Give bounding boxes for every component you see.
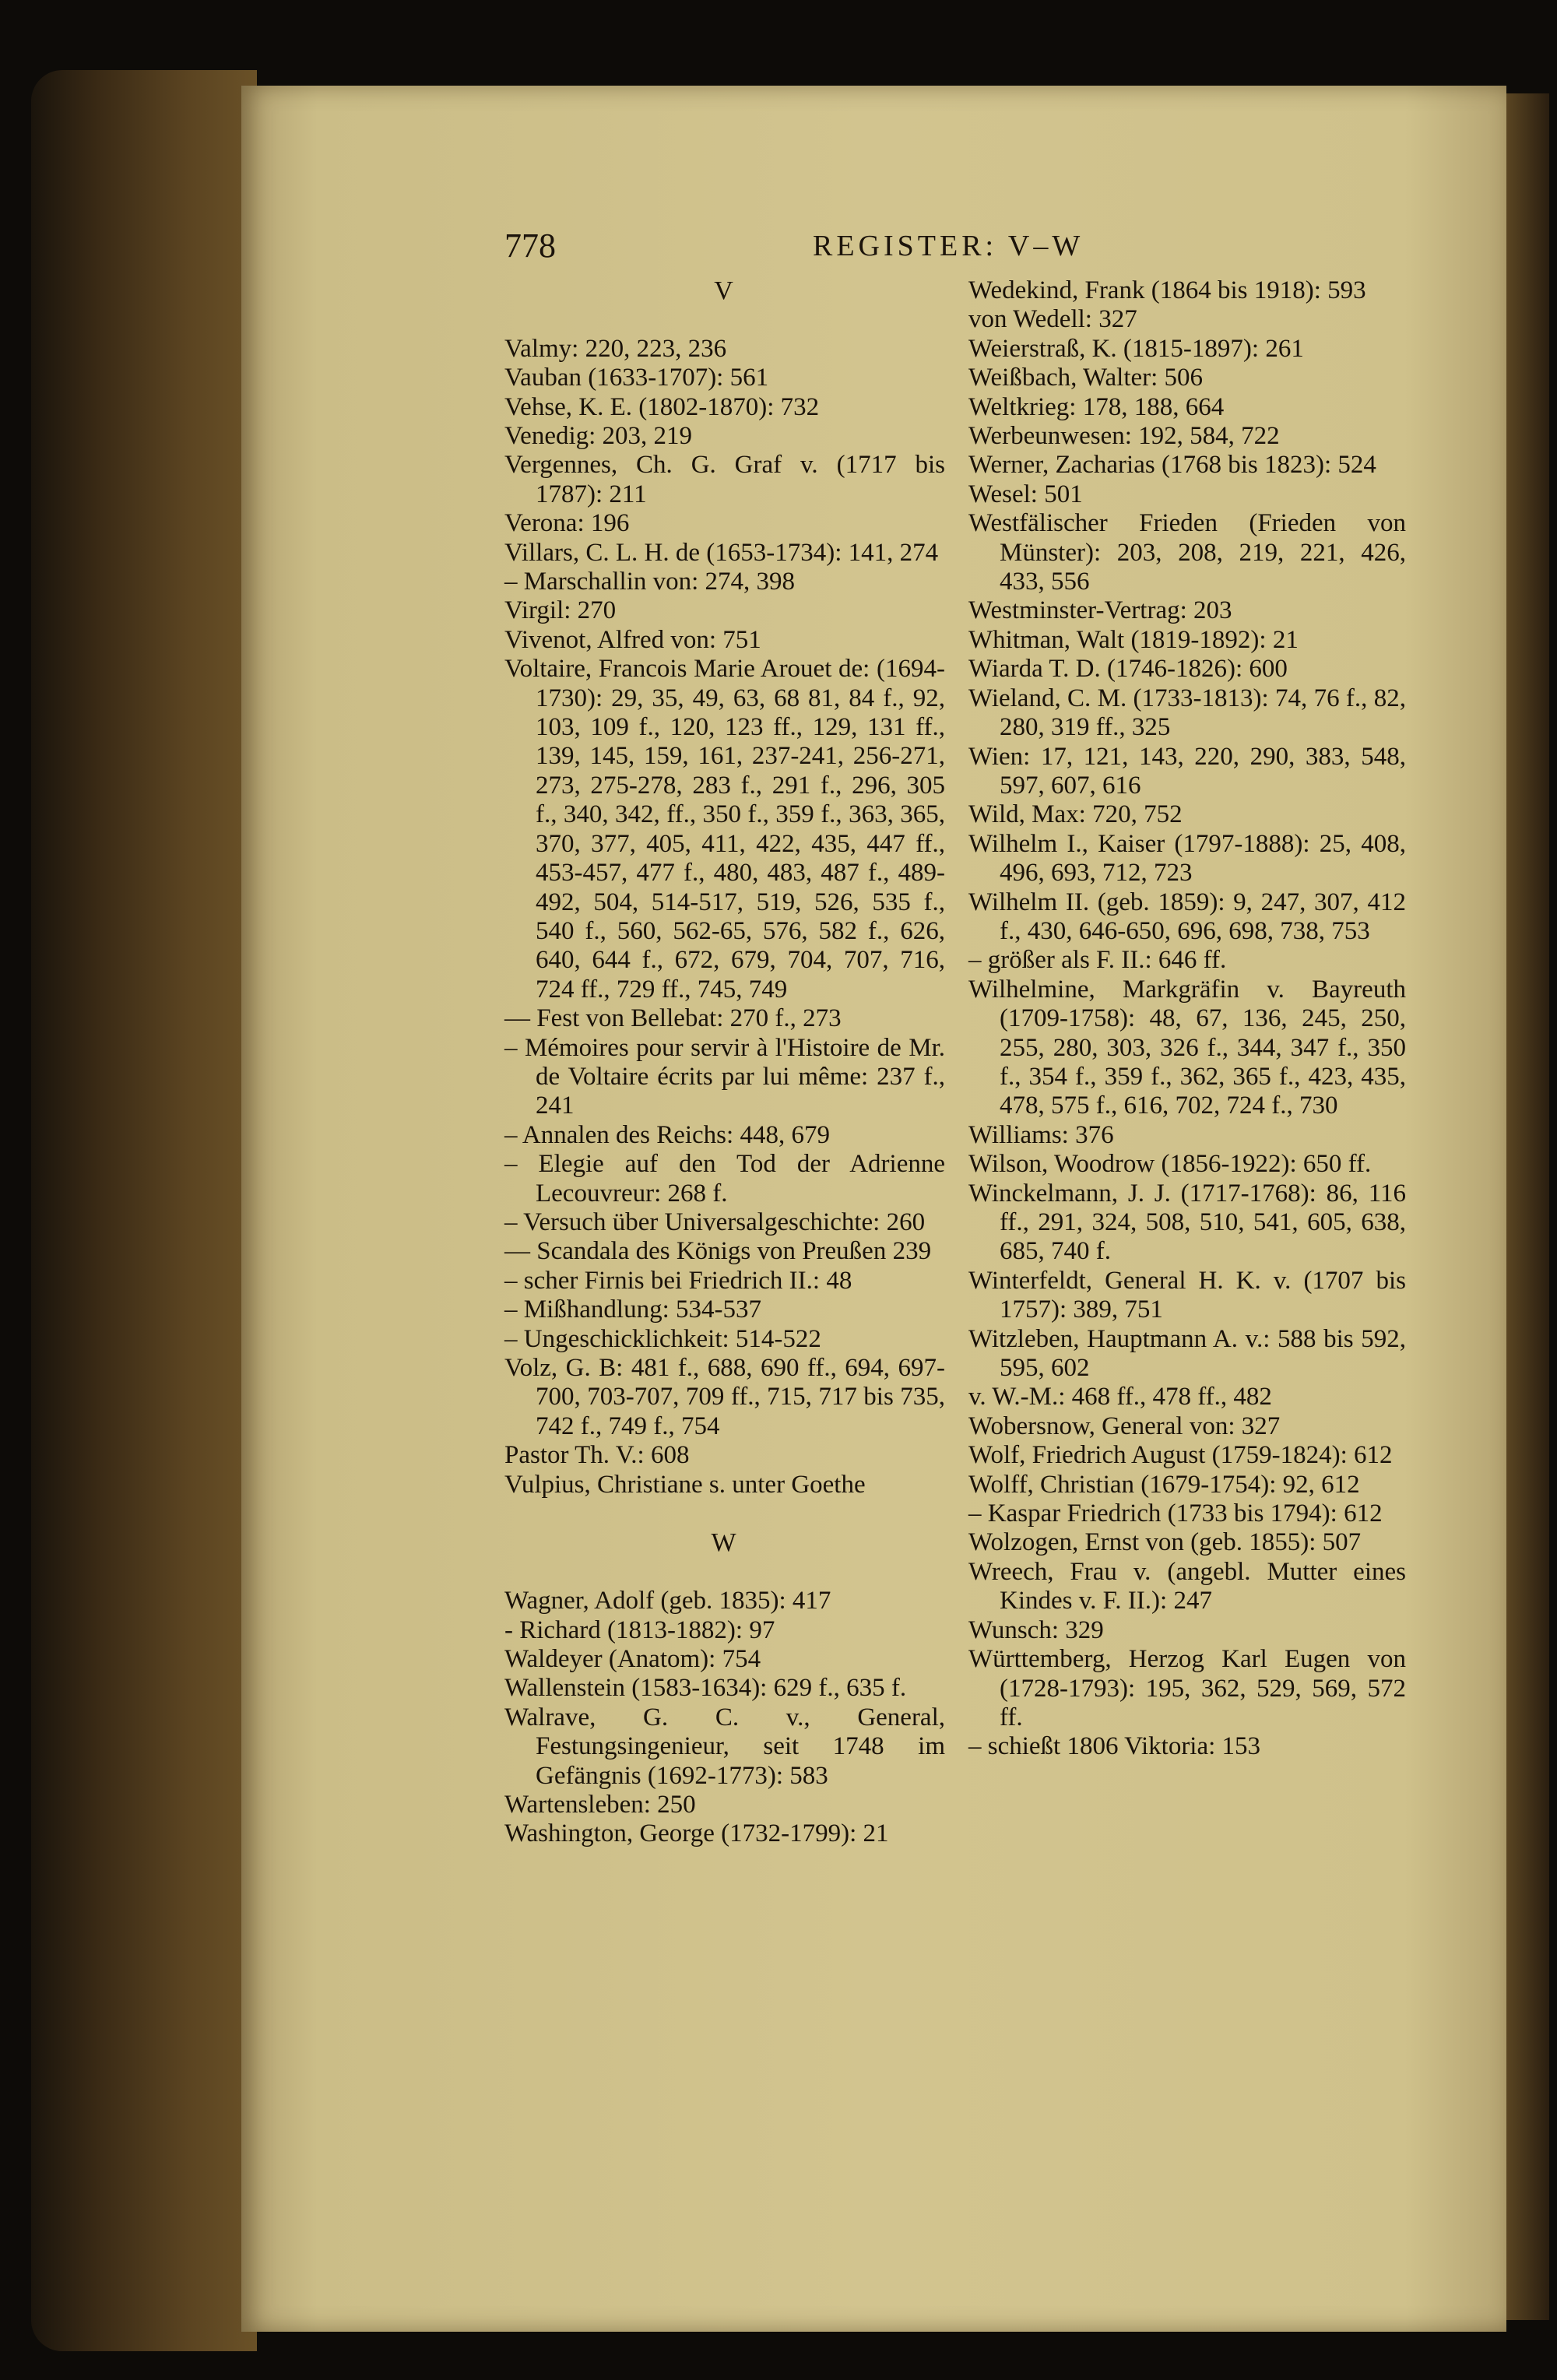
page-number: 778 <box>504 227 556 265</box>
index-entry: Wilhelm II. (geb. 1859): 9, 247, 307, 412 f., 430, 646-650, 696, 698, 738, 753 <box>968 888 1406 945</box>
section-spacer <box>504 305 945 334</box>
book-spine-edge <box>31 70 257 2351</box>
index-entry: Vergennes, Ch. G. Graf v. (1717 bis 1787): 211 <box>504 451 945 508</box>
index-entry: Vivenot, Alfred von: 751 <box>504 625 761 654</box>
index-entry: Wolff, Christian (1679-1754): 92, 612 <box>968 1470 1360 1499</box>
index-entry: — Scandala des Königs von Preußen 239 <box>504 1237 932 1266</box>
index-entries-w <box>504 1587 945 1849</box>
index-entry: Valmy: 220, 223, 236 <box>504 334 727 363</box>
index-entry: Werner, Zacharias (1768 bis 1823): 524 <box>968 451 1376 480</box>
index-entry: – schießt 1806 Viktoria: 153 <box>968 1732 1261 1761</box>
index-entry: – Mémoires pour servir à l'Histoire de Mr. de Voltaire écrits par lui même: 237 f., 241 <box>504 1033 945 1120</box>
index-entry: Wild, Max: 720, 752 <box>968 800 1183 829</box>
index-entry: Washington, George (1732-1799): 21 <box>504 1819 889 1848</box>
index-entry: Wilhelmine, Markgräfin v. Bayreuth (1709-1758): 48, 67, 136, 245, 250, 255, 280, 303, 326 f., 344, 347 f., 350 f., 354 f., 359 f., 362, 365 f., 423, 435, 478, 575 f., 616, 702, 724 f., 730 <box>968 975 1406 1120</box>
index-entry: Wieland, C. M. (1733-1813): 74, 76 f., 82, 280, 319 ff., 325 <box>968 684 1406 742</box>
index-entry: Vulpius, Christiane s. unter Goethe <box>504 1470 866 1499</box>
index-entry: v. W.-M.: 468 ff., 478 ff., 482 <box>968 1383 1272 1411</box>
index-entry: Werbeunwesen: 192, 584, 722 <box>968 422 1280 451</box>
index-entry: Virgil: 270 <box>504 596 617 625</box>
section-spacer <box>504 1558 945 1587</box>
index-entry: – größer als F. II.: 646 ff. <box>968 946 1227 975</box>
index-entry: – scher Firnis bei Friedrich II.: 48 <box>504 1266 852 1295</box>
index-entries-v <box>504 335 945 1499</box>
index-entry: Vauban (1633-1707): 561 <box>504 364 769 392</box>
index-entry: Württemberg, Herzog Karl Eugen von (1728-1793): 195, 362, 529, 569, 572 ff. <box>968 1645 1406 1731</box>
index-entry: Vehse, K. E. (1802-1870): 732 <box>504 392 820 421</box>
index-entry: Weißbach, Walter: 506 <box>968 364 1204 392</box>
index-entry: Wolzogen, Ernst von (geb. 1855): 507 <box>968 1528 1362 1557</box>
index-entry: Pastor Th. V.: 608 <box>504 1441 690 1470</box>
index-entry: – Mißhandlung: 534-537 <box>504 1295 761 1324</box>
section-heading-v: V <box>714 276 736 305</box>
index-entry: Villars, C. L. H. de (1653-1734): 141, 274 <box>504 538 939 567</box>
index-entry: – Versuch über Universalgeschichte: 260 <box>504 1208 926 1236</box>
section-heading-w: W <box>711 1528 739 1558</box>
index-entry: — Fest von Bellebat: 270 f., 273 <box>504 1004 842 1033</box>
facing-page-edge <box>1506 93 1549 2320</box>
index-entry: – Elegie auf den Tod der Adrienne Lecouvreur: 268 f. <box>504 1150 945 1208</box>
index-column-left <box>504 276 945 1849</box>
index-entry: Wilson, Woodrow (1856-1922): 650 ff. <box>968 1150 1372 1179</box>
index-entry: – Marschallin von: 274, 398 <box>504 568 796 596</box>
index-entries-w-continued <box>968 276 1406 1762</box>
index-entry: Wallenstein (1583-1634): 629 f., 635 f. <box>504 1674 907 1703</box>
index-entry: Waldeyer (Anatom): 754 <box>504 1645 761 1674</box>
index-entry: Walrave, G. C. v., General, Festungsingenieur, seit 1748 im Gefängnis (1692-1773): 583 <box>504 1703 945 1790</box>
index-entry: von Wedell: 327 <box>968 305 1137 334</box>
running-title: REGISTER: V–W <box>813 230 1084 262</box>
index-column-right <box>968 276 1406 1762</box>
index-entry: – Ungeschicklichkeit: 514-522 <box>504 1324 821 1353</box>
index-entry: Wobersnow, General von: 327 <box>968 1411 1281 1440</box>
index-entry: – Annalen des Reichs: 448, 679 <box>504 1120 830 1149</box>
index-entry: Volz, G. B: 481 f., 688, 690 ff., 694, 697-700, 703-707, 709 ff., 715, 717 bis 735, 742 f., 749 f., 754 <box>504 1354 945 1440</box>
section-spacer <box>504 1499 945 1528</box>
index-entry: Wunsch: 329 <box>968 1615 1104 1644</box>
index-entry: Wreech, Frau v. (angebl. Mutter eines Kindes v. F. II.): 247 <box>968 1557 1406 1615</box>
index-entry: Wartensleben: 250 <box>504 1791 696 1819</box>
index-entry: Wagner, Adolf (geb. 1835): 417 <box>504 1587 831 1615</box>
index-entry: Weltkrieg: 178, 188, 664 <box>968 392 1225 421</box>
index-entry: Verona: 196 <box>504 509 630 538</box>
index-entry: Winterfeldt, General H. K. v. (1707 bis 1757): 389, 751 <box>968 1266 1406 1324</box>
index-entry: Wesel: 501 <box>968 480 1083 508</box>
index-entry: Wien: 17, 121, 143, 220, 290, 383, 548, 597, 607, 616 <box>968 742 1406 800</box>
index-entry: Wilhelm I., Kaiser (1797-1888): 25, 408, 496, 693, 712, 723 <box>968 829 1406 888</box>
index-entry: Wolf, Friedrich August (1759-1824): 612 <box>968 1441 1393 1470</box>
index-entry: - Richard (1813-1882): 97 <box>504 1615 775 1644</box>
index-entry: Venedig: 203, 219 <box>504 422 693 450</box>
index-entry: Wedekind, Frank (1864 bis 1918): 593 <box>968 276 1366 304</box>
index-entry: Witzleben, Hauptmann A. v.: 588 bis 592, 595, 602 <box>968 1324 1406 1383</box>
index-entry: Westfälischer Frieden (Frieden von Münster): 203, 208, 219, 221, 426, 433, 556 <box>968 509 1406 596</box>
index-entry: – Kaspar Friedrich (1733 bis 1794): 612 <box>968 1499 1383 1528</box>
page-header <box>504 226 1400 272</box>
index-entry: Weierstraß, K. (1815-1897): 261 <box>968 334 1304 363</box>
index-entry: Wiarda T. D. (1746-1826): 600 <box>968 655 1288 684</box>
index-entry: Westminster-Vertrag: 203 <box>968 596 1232 625</box>
index-entry: Whitman, Walt (1819-1892): 21 <box>968 625 1299 654</box>
index-entry: Voltaire, Francois Marie Arouet de: (1694-1730): 29, 35, 49, 63, 68 81, 84 f., 92, 103, 109 f., 120, 123 ff., 129, 131 ff., 139, 145, 159, 161, 237-241, 256-271, 273, 275-278, 283 f., 291 f., 296, 305 f., 340, 342, ff., 350 f., 359 f., 363, 365, 370, 377, 405, 411, 422, 435, 447 ff., 453-457, 477 f., 480, 483, 487 f., 489-492, 504, 514-517, 519, 526, 535 f., 540 f., 560, 562-65, 576, 582 f., 626, 640, 644 f., 672, 679, 704, 707, 716, 724 ff., 729 ff., 745, 749 <box>504 655 945 1004</box>
index-entry: Winckelmann, J. J. (1717-1768): 86, 116 ff., 291, 324, 508, 510, 541, 605, 638, 685, 740 f. <box>968 1179 1406 1266</box>
index-entry: Williams: 376 <box>968 1120 1114 1149</box>
